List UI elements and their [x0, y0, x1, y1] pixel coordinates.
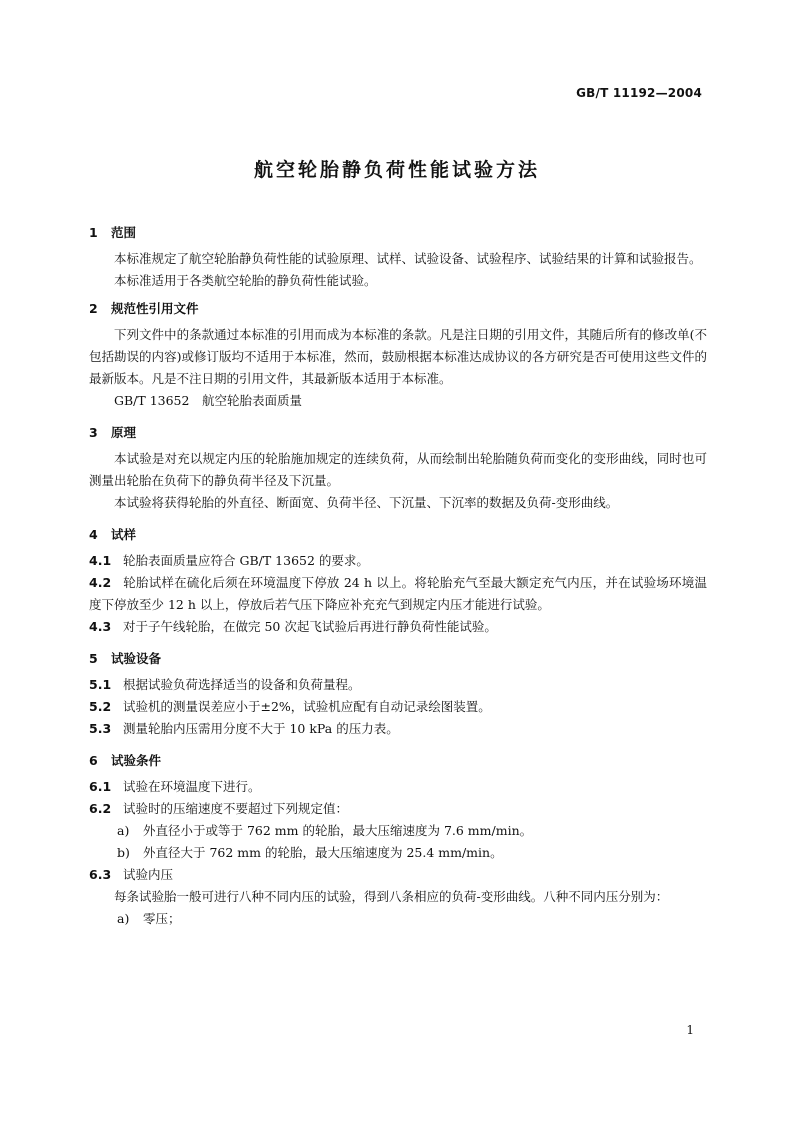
section-number: 3 [89, 425, 98, 440]
clause [89, 718, 707, 740]
document-title: 航空轮胎静负荷性能试验方法 [253, 159, 540, 181]
standard-number: GB/T 11192—2004 [576, 86, 702, 100]
section-number: 4 [89, 527, 98, 542]
section-title: 试验条件 [111, 753, 162, 768]
list-item [89, 820, 707, 842]
clause [89, 864, 707, 886]
clause-number: 4.2 [89, 575, 112, 590]
list-text: 零压； [143, 911, 181, 926]
clause-text: 轮胎试样在硫化后须在环境温度下停放 24 h 以上。将轮胎充气至最大额定充气内压，并在试验场环境温度下停放至少 12 h 以上，停放后若气压下降应补充充气到规定内压才能进行试验。 [89, 575, 707, 612]
clause-text: 试验在环境温度下进行。 [123, 779, 261, 794]
section-title: 试样 [111, 527, 137, 542]
page-number: 1 [686, 1023, 694, 1037]
clause-text: 轮胎表面质量应符合 GB/T 13652 的要求。 [123, 553, 369, 568]
clause-number: 6.2 [89, 801, 112, 816]
clause [89, 572, 707, 616]
clause-text: 对于子午线轮胎，在做完 50 次起飞试验后再进行静负荷性能试验。 [123, 619, 497, 634]
clause-number: 6.3 [89, 867, 112, 882]
paragraph: 本试验将获得轮胎的外直径、断面宽、负荷半径、下沉量、下沉率的数据及负荷-变形曲线。 [114, 495, 619, 510]
paragraph: 每条试验胎一般可进行八种不同内压的试验，得到八条相应的负荷-变形曲线。八种不同内压分别为： [114, 889, 669, 904]
clause [89, 696, 707, 718]
section-heading-specimen [89, 524, 707, 546]
section-heading-principle [89, 422, 707, 444]
section-number: 2 [89, 301, 98, 316]
clause-number: 4.3 [89, 619, 112, 634]
clause-number: 6.1 [89, 779, 112, 794]
list-text: 外直径小于或等于 762 mm 的轮胎，最大压缩速度为 7.6 mm/min。 [143, 823, 533, 838]
clause-text: 试验时的压缩速度不要超过下列规定值： [123, 801, 349, 816]
section-title: 规范性引用文件 [111, 301, 199, 316]
section-heading-normative-references [89, 298, 707, 320]
clause-text: 根据试验负荷选择适当的设备和负荷量程。 [123, 677, 361, 692]
section-title: 范围 [111, 225, 137, 240]
paragraph: 下列文件中的条款通过本标准的引用而成为本标准的条款。凡是注日期的引用文件，其随后所有的修改单(不包括勘误的内容)或修订版均不适用于本标准，然而，鼓励根据本标准达成协议的各方研究是否可使用这些文件的最新版本。凡是不注日期的引用文件，其最新版本适用于本标准。 [89, 327, 707, 386]
list-text: 外直径大于 762 mm 的轮胎，最大压缩速度为 25.4 mm/min。 [143, 845, 503, 860]
clause-number: 5.1 [89, 677, 112, 692]
section-number: 5 [89, 651, 98, 666]
reference-entry: GB/T 13652 航空轮胎表面质量 [114, 393, 302, 408]
paragraph: 本标准适用于各类航空轮胎的静负荷性能试验。 [114, 273, 377, 288]
clause [89, 674, 707, 696]
clause-text: 试验机的测量误差应小于±2%，试验机应配有自动记录绘图装置。 [123, 699, 491, 714]
list-label: a) [117, 911, 130, 926]
section-heading-scope [89, 222, 707, 244]
list-label: b) [117, 845, 130, 860]
list-item [89, 908, 707, 930]
clause [89, 616, 707, 638]
clause-text: 试验内压 [123, 867, 174, 882]
document-body [89, 222, 707, 930]
section-heading-apparatus [89, 648, 707, 670]
clause [89, 776, 707, 798]
section-heading-test-conditions [89, 750, 707, 772]
clause [89, 798, 707, 820]
section-number: 6 [89, 753, 98, 768]
section-number: 1 [89, 225, 98, 240]
clause-text: 测量轮胎内压需用分度不大于 10 kPa 的压力表。 [123, 721, 399, 736]
section-title: 原理 [111, 425, 137, 440]
clause-number: 5.2 [89, 699, 112, 714]
clause [89, 550, 707, 572]
paragraph: 本标准规定了航空轮胎静负荷性能的试验原理、试样、试验设备、试验程序、试验结果的计算和试验报告。 [114, 251, 702, 266]
list-label: a) [117, 823, 130, 838]
clause-number: 5.3 [89, 721, 112, 736]
paragraph: 本试验是对充以规定内压的轮胎施加规定的连续负荷，从而绘制出轮胎随负荷而变化的变形曲线，同时也可测量出轮胎在负荷下的静负荷半径及下沉量。 [89, 451, 707, 488]
section-title: 试验设备 [111, 651, 162, 666]
clause-number: 4.1 [89, 553, 112, 568]
list-item [89, 842, 707, 864]
